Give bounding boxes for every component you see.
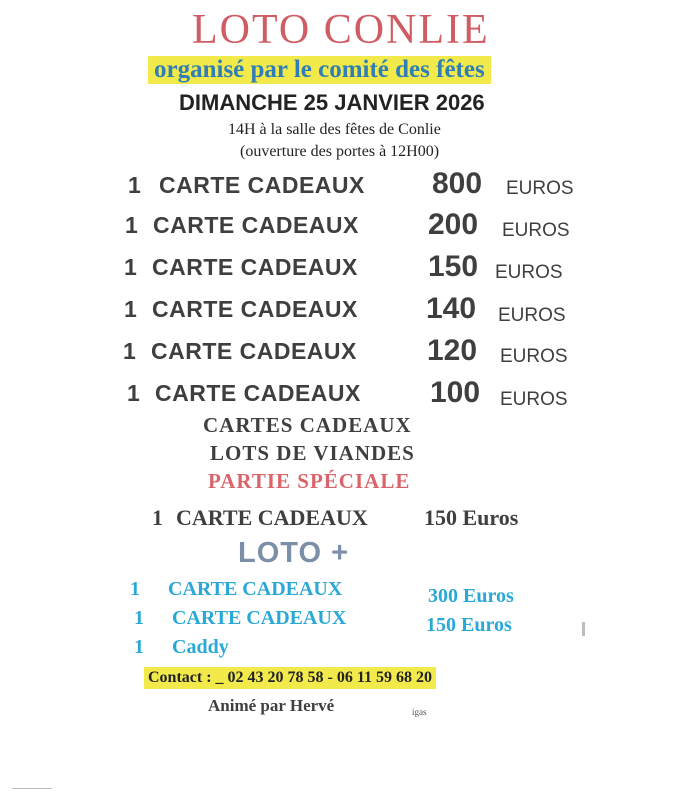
extra-gift-cards: CARTES CADEAUX <box>203 413 412 437</box>
special-game-title: PARTIE SPÉCIALE <box>208 469 411 493</box>
prize-row-2-amount: 200 <box>428 208 479 241</box>
prize-row-6-unit: EUROS <box>500 389 568 410</box>
special-amount: 150 Euros <box>424 505 519 530</box>
prize-row-1-qty: 1 <box>128 172 142 198</box>
prize-row-1-amount: 800 <box>432 167 483 200</box>
animator-line: Animé par Hervé <box>208 696 335 715</box>
event-date: DIMANCHE 25 JANVIER 2026 <box>179 90 485 115</box>
prize-row-4-amount: 140 <box>426 292 477 325</box>
prize-row-6-amount: 100 <box>430 376 481 409</box>
loto-plus-title: LOTO + <box>238 537 350 569</box>
flyer-title: LOTO CONLIE <box>192 7 490 53</box>
organizer-line: organisé par le comité des fêtes <box>148 56 491 84</box>
loto-plus-item-3-label: Caddy <box>172 636 229 658</box>
event-time-place: 14H à la salle des fêtes de Conlie <box>228 121 441 138</box>
prize-row-3-amount: 150 <box>428 250 479 283</box>
prize-row-2-qty: 1 <box>125 212 139 238</box>
prize-row-2-unit: EUROS <box>502 220 570 241</box>
scan-edge-line <box>12 788 52 789</box>
handwritten-scribble: igas <box>412 707 427 717</box>
prize-row-6-qty: 1 <box>127 380 141 406</box>
prize-row-5-qty: 1 <box>123 338 137 364</box>
doors-opening: (ouverture des portes à 12H00) <box>240 143 440 160</box>
prize-row-5-label: CARTE CADEAUX <box>151 338 357 364</box>
prize-row-2-label: CARTE CADEAUX <box>153 212 359 238</box>
prize-row-3-unit: EUROS <box>495 262 563 283</box>
contact-phones: Contact : _ 02 43 20 78 58 - 06 11 59 68 20 <box>144 667 436 689</box>
prize-row-5-unit: EUROS <box>500 346 568 367</box>
prize-row-1-label: CARTE CADEAUX <box>159 172 365 198</box>
prize-row-4-label: CARTE CADEAUX <box>152 296 358 322</box>
loto-plus-item-1-qty: 1 <box>130 578 140 600</box>
prize-row-4-qty: 1 <box>124 296 138 322</box>
loto-plus-item-1-label: CARTE CADEAUX <box>168 578 343 600</box>
prize-row-4-unit: EUROS <box>498 305 566 326</box>
prize-row-3-qty: 1 <box>124 254 138 280</box>
special-qty: 1 <box>152 505 163 530</box>
extra-meat-lots: LOTS DE VIANDES <box>210 441 415 465</box>
prize-row-6-label: CARTE CADEAUX <box>155 380 361 406</box>
prize-row-1-unit: EUROS <box>506 178 574 199</box>
loto-plus-item-1-amount: 300 Euros <box>428 585 514 607</box>
loto-plus-item-3-qty: 1 <box>134 636 144 658</box>
prize-row-3-label: CARTE CADEAUX <box>152 254 358 280</box>
loto-plus-item-2-qty: 1 <box>134 607 144 629</box>
prize-row-5-amount: 120 <box>427 334 478 367</box>
loto-plus-item-2-amount: 150 Euros <box>426 614 512 636</box>
scan-speck <box>582 622 585 636</box>
loto-plus-item-2-label: CARTE CADEAUX <box>172 607 347 629</box>
special-label: CARTE CADEAUX <box>176 505 368 530</box>
